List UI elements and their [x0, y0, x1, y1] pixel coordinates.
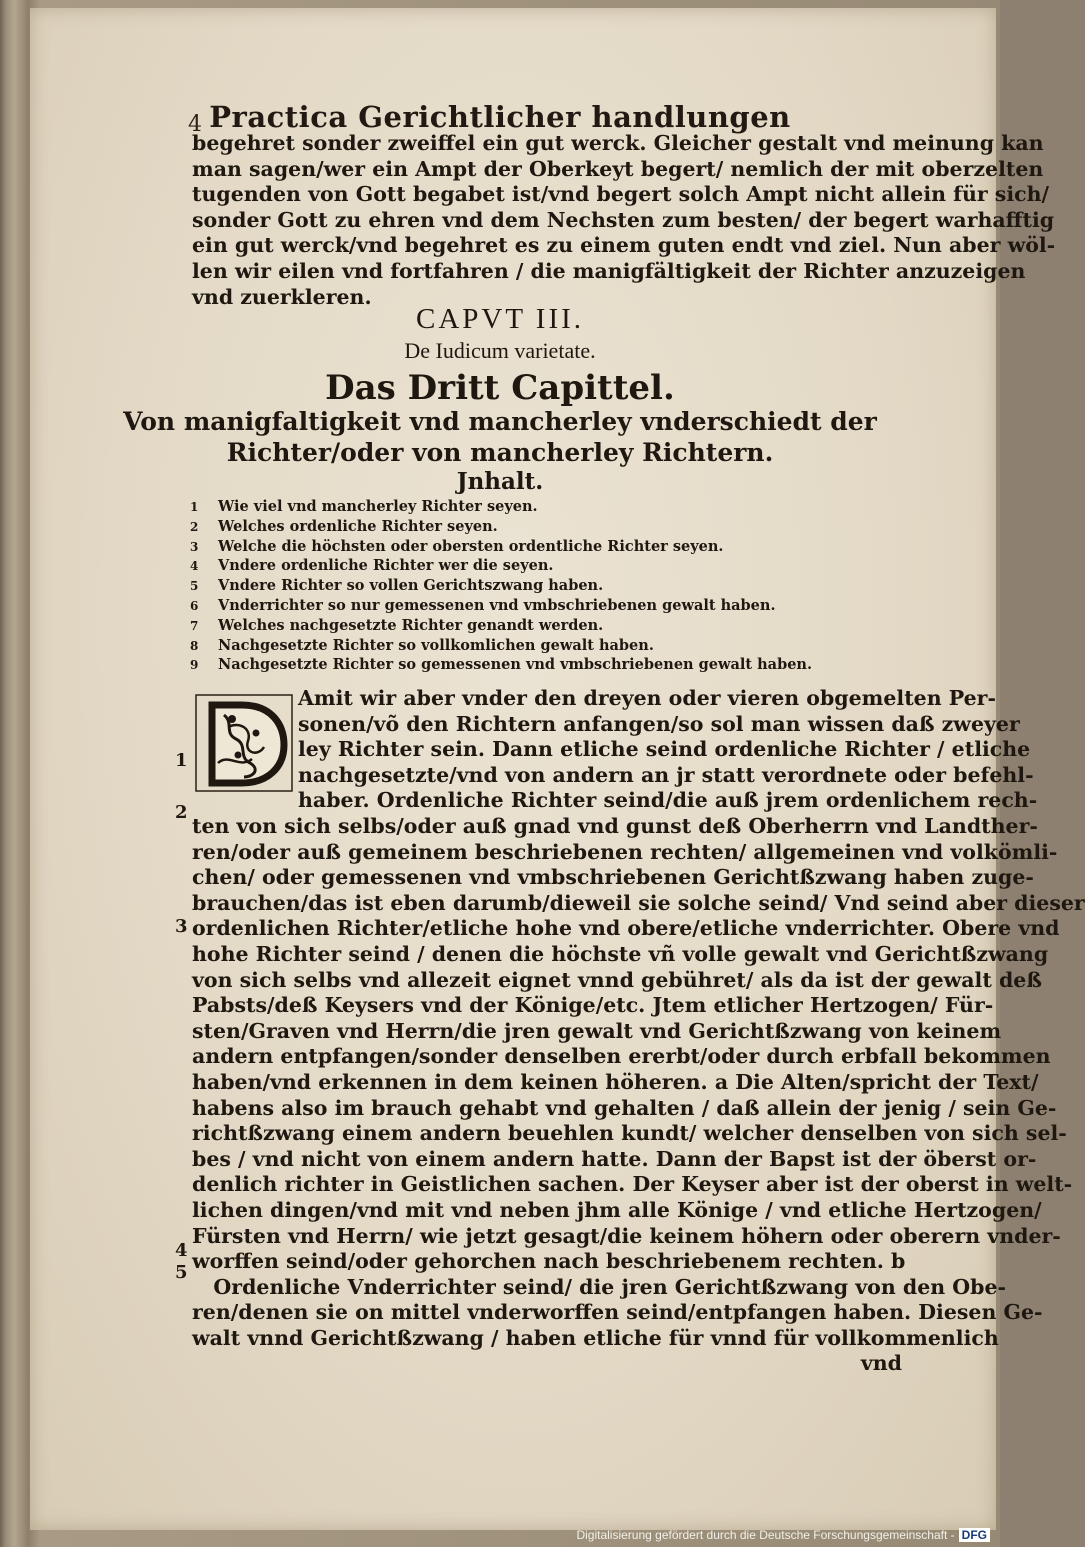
contents-item — [190, 636, 810, 656]
body-line: walt vnnd Gerichtßzwang / haben etliche für vnnd für vollkommenlich — [192, 1325, 999, 1350]
body-line: ten von sich selbs/oder auß gnad vnd gunst deß Oberherrn vnd Landther- — [192, 814, 1038, 838]
contents-number: 8 — [190, 638, 199, 653]
intro-line: sonder Gott zu ehren vnd dem Nechsten zum besten/ der begert warhafftig — [192, 207, 1055, 232]
contents-number: 4 — [190, 559, 199, 574]
dfg-logo: DFG — [959, 1528, 990, 1542]
body-line: denlich richter in Geistlichen sachen. Der Keyser aber ist der oberst in welt- — [192, 1172, 1073, 1197]
intro-line: ein gut werck/vnd begehret es zu einem guten endt vnd ziel. Nun aber wöl- — [192, 233, 1056, 258]
catchword: vnd — [860, 1351, 902, 1376]
margin-note: 3 — [175, 916, 188, 937]
contents-item — [190, 517, 810, 537]
contents-number: 6 — [190, 598, 199, 613]
body-line: worffen seind/oder gehorchen nach beschriebenem rechten. b — [192, 1249, 906, 1274]
body-line: haben/vnd erkennen in dem keinen höheren. a Die Alten/spricht der Text/ — [192, 1069, 1039, 1094]
contents-text: Welche die höchsten oder obersten ordentliche Richter seyen. — [218, 537, 724, 555]
contents-number: 9 — [190, 658, 199, 673]
page-number: 4 — [188, 112, 202, 137]
contents-number: 5 — [190, 579, 199, 594]
body-initial-lines — [298, 686, 1038, 814]
digitization-footer — [0, 1528, 990, 1547]
body-line: ren/denen sie on mittel vnderworffen seind/entpfangen haben. Diesen Ge- — [192, 1300, 1043, 1325]
contents-item — [190, 497, 810, 517]
contents-item — [190, 556, 810, 576]
contents-number: 1 — [190, 500, 199, 514]
chapter-latin-title: De Iudicum varietate. — [404, 338, 596, 363]
body-line: hohe Richter seind / denen die höchste vñ volle gewalt vnd Gerichtßzwang — [192, 941, 1049, 966]
running-head: Practica Gerichtlicher handlungen — [209, 100, 791, 134]
chapter-subtitle-line-1: Von manigfaltigkeit vnd mancherley vnderschiedt der — [123, 407, 877, 436]
contents-text: Nachgesetzte Richter so vollkomlichen gewalt haben. — [218, 636, 654, 654]
body-line: habens also im brauch gehabt vnd gehalten / daß allein der jenig / sein Ge- — [192, 1095, 1057, 1120]
contents-heading: Jnhalt. — [456, 468, 544, 495]
body-line: lichen dingen/vnd mit vnd neben jhm alle Könige / vnd etliche Hertzogen/ — [192, 1197, 1042, 1222]
contents-text: Wie viel vnd mancherley Richter seyen. — [218, 498, 538, 515]
intro-line: len wir eilen vnd fortfahren / die manigfältigkeit der Richter anzuzeigen — [192, 258, 1026, 283]
body-line: nachgesetzte/vnd von andern an jr statt verordnete oder befehl- — [298, 762, 1034, 787]
footer-text: Digitalisierung gefördert durch die Deutsche Forschungsgemeinschaft - — [576, 1528, 955, 1542]
body-line: sonen/võ den Richtern anfangen/so sol man wissen daß zweyer — [298, 711, 1020, 736]
contents-text: Welches ordenliche Richter seyen. — [218, 517, 498, 535]
contents-item — [190, 616, 810, 636]
intro-line: vnd zuerkleren. — [192, 284, 372, 309]
margin-note: 4 — [175, 1240, 188, 1261]
body-line: ren/oder auß gemeinem beschriebenen rechten/ allgemeinen vnd volkömli- — [192, 839, 1058, 864]
body-line: Pabsts/deß Keysers vnd der Könige/etc. Jtem etlicher Hertzogen/ Für- — [192, 993, 994, 1018]
contents-text: Welches nachgesetzte Richter genandt werden. — [218, 616, 604, 634]
body-line: Amit wir aber vnder den dreyen oder vieren obgemelten Per- — [298, 686, 996, 710]
body-paragraph — [192, 814, 1085, 1377]
contents-text: Nachgesetzte Richter so gemessenen vnd vmbschriebenen gewalt haben. — [218, 656, 813, 674]
decorated-initial-d — [194, 693, 294, 793]
body-line: richtßzwang einem andern beuehlen kundt/ welcher denselben von sich sel- — [192, 1121, 1067, 1146]
body-line: sten/Graven vnd Herrn/die jren gewalt vnd Gerichtßzwang von keinem — [192, 1018, 1002, 1043]
chapter-subtitle-line-2: Richter/oder von mancherley Richtern. — [226, 438, 774, 467]
body-line: haber. Ordenliche Richter seind/die auß jrem ordenlichem rech- — [298, 788, 1038, 813]
body-line: von sich selbs vnd allezeit eignet vnnd gebühret/ als da ist der gewalt deß — [192, 967, 1042, 992]
contents-item — [190, 655, 813, 675]
contents-list — [190, 497, 813, 675]
margin-note: 2 — [175, 802, 188, 823]
contents-number: 3 — [190, 539, 199, 554]
contents-item — [190, 537, 810, 557]
contents-text: Vndere Richter so vollen Gerichtszwang haben. — [218, 577, 604, 595]
body-line: bes / vnd nicht von einem andern hatte. Dann der Bapst ist der öberst or- — [192, 1146, 1037, 1171]
margin-note: 1 — [175, 750, 188, 771]
contents-text: Vnderrichter so nur gemessenen vnd vmbschriebenen gewalt haben. — [218, 596, 776, 614]
body-line: ordenlichen Richter/etliche hohe vnd obere/etliche vnderrichter. Obere vnd — [192, 916, 1060, 941]
contents-number: 7 — [190, 618, 199, 633]
body-line: Fürsten vnd Herrn/ wie jetzt gesagt/die keinem höhern oder oberern vnder- — [192, 1223, 1061, 1248]
contents-item — [190, 596, 810, 616]
chapter-german-title: Das Dritt Capittel. — [325, 368, 675, 408]
chapter-title: CAPVT III. — [415, 303, 585, 335]
intro-line: man sagen/wer ein Ampt der Oberkeyt begert/ nemlich der mit oberzelten — [192, 156, 1044, 181]
contents-text: Vndere ordenliche Richter wer die seyen. — [218, 557, 554, 575]
body-line: brauchen/das ist eben darumb/dieweil sie solche seind/ Vnd seind aber dieser — [192, 890, 1085, 915]
intro-line: begehret sonder zweiffel ein gut werck. Gleicher gestalt vnd meinung kan — [192, 131, 1044, 155]
contents-item — [190, 576, 810, 596]
margin-note: 5 — [175, 1262, 188, 1283]
body-line: chen/ oder gemessenen vnd vmbschriebenen Gerichtßzwang haben zuge- — [192, 865, 1034, 890]
intro-line: tugenden von Gott begabet ist/vnd begert solch Ampt nicht allein für sich/ — [192, 182, 1050, 207]
body-line: Ordenliche Vnderrichter seind/ die jren Gerichtßzwang von den Obe- — [192, 1274, 1007, 1299]
intro-paragraph — [192, 131, 1056, 310]
body-line: ley Richter sein. Dann etliche seind ordenliche Richter / etliche — [298, 737, 1031, 762]
contents-number: 2 — [190, 519, 199, 534]
body-line: andern entpfangen/sonder denselben ererbt/oder durch erbfall bekommen — [192, 1044, 1051, 1069]
